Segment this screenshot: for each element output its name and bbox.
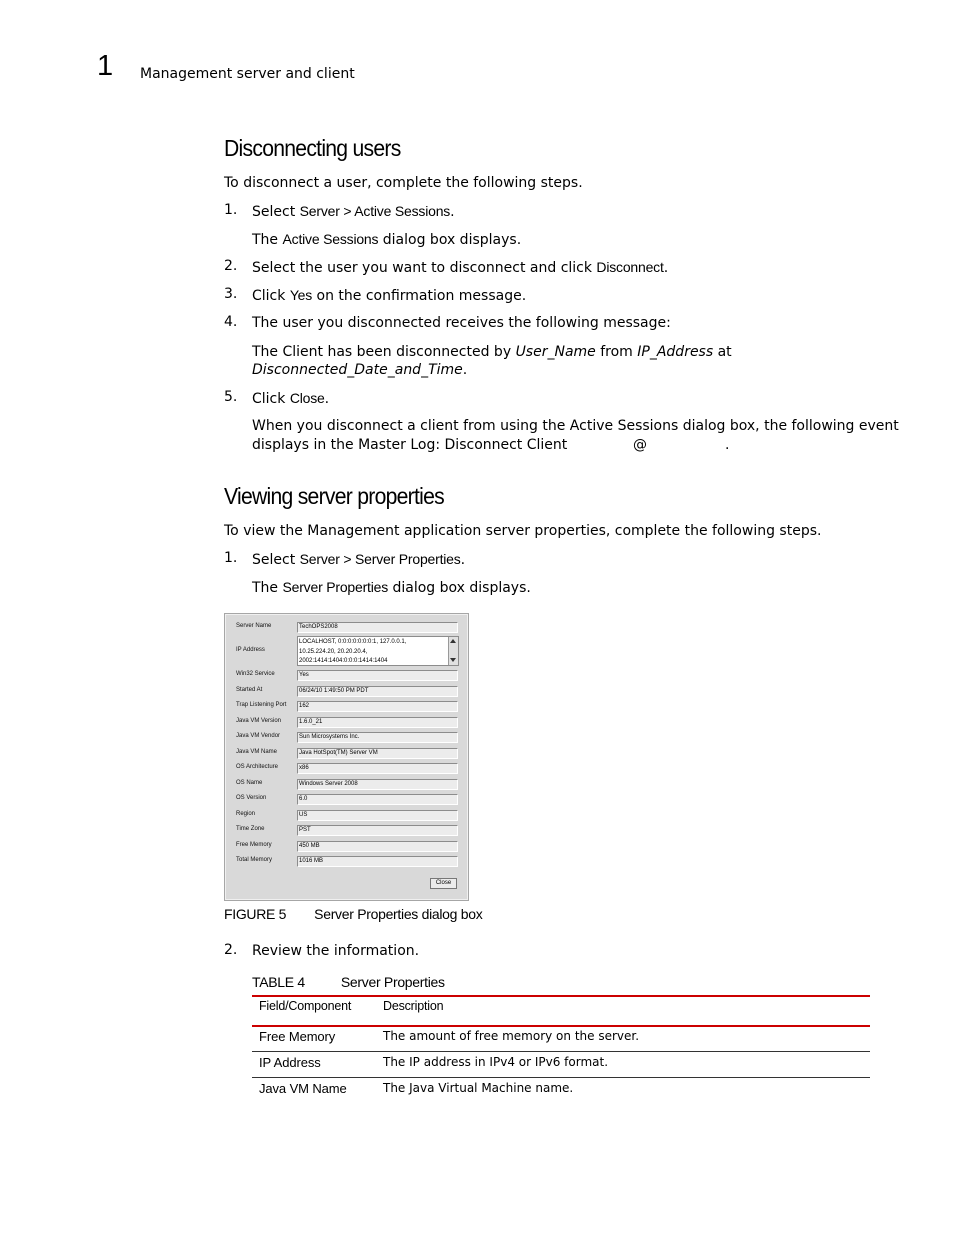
dialog-row [225,732,468,744]
table-cell-description: The amount of free memory on the server. [383,1029,640,1043]
field-value: 1.6.0_21 [297,717,458,728]
table-header-description: Description [383,999,444,1013]
dialog-row [225,810,468,822]
menu-path: Server > Active Sessions [299,203,451,219]
ip-scrollbar[interactable] [448,637,458,665]
table-cell-field: Java VM Name [259,1081,347,1096]
table-header-field: Field/Component [259,999,352,1013]
dialog-row [225,856,468,868]
note-line1: When you disconnect a client from using the Active Sessions dialog box, the following event [252,418,899,434]
section-heading-disconnecting-users: Disconnecting users [224,135,401,161]
dialog-row [225,748,468,760]
field-label: OS Version [236,795,267,801]
scroll-down-arrow-icon[interactable] [450,658,456,662]
table-header-rule [252,1025,870,1027]
server-properties-dialog [224,613,469,901]
s2-step2-text: Review the information. [252,943,420,959]
chapter-title: Management server and client [140,66,355,82]
field-label: IP Address [236,647,265,653]
ip-address-list[interactable] [297,636,459,666]
step5-text: Click Close. [252,390,330,407]
field-value: 450 MB [297,841,458,852]
field-value: 6.0 [297,794,458,805]
scroll-up-arrow-icon[interactable] [450,639,456,643]
dialog-row-server-name [225,622,468,634]
field-label: Java VM Vendor [236,733,281,739]
field-label: Total Memory [236,857,273,863]
table-cell-description: The IP address in IPv4 or IPv6 format. [383,1055,609,1069]
step3-text: Click Yes on the confirmation message. [252,287,527,304]
field-label: Time Zone [236,826,265,832]
table-row-rule [252,1077,870,1078]
dialog-row [225,794,468,806]
field-label: OS Architecture [236,764,279,770]
step1-text: Select Server > Active Sessions. [252,203,455,220]
s2-step1-result: The Server Properties dialog box displays. [252,579,531,596]
field-label: Free Memory [236,841,272,848]
step-number: 1. [224,550,238,566]
close-button[interactable]: Close [430,878,457,889]
field-value: 1016 MB [297,856,458,867]
table-cell-description: The Java Virtual Machine name. [383,1081,574,1095]
dialog-row [225,670,468,682]
section1-intro: To disconnect a user, complete the following steps. [224,175,583,191]
field-label: Region [236,810,256,817]
field-label: Started At [236,686,263,693]
dialog-row [225,825,468,837]
field-value: PST [297,825,458,836]
field-value: Java HotSpot(TM) Server VM [297,748,458,759]
field-value: Sun Microsystems Inc. [297,732,458,743]
table-row-rule [252,1051,870,1052]
disconnect-message-line2: Disconnected_Date_and_Time. [252,362,468,378]
field-label: Java VM Name [236,748,278,755]
note-at-sign: @ [633,437,647,453]
step-number: 2. [224,942,238,958]
field-value: TechOPS2008 [297,622,458,633]
dialog-row [225,763,468,775]
step1-result: The Active Sessions dialog box displays. [252,231,522,248]
step-number: 5. [224,389,238,405]
dialog-row [225,779,468,791]
note-period: . [725,437,730,453]
field-value: 06/24/10 1:49:50 PM PDT [297,686,458,697]
table-cell-field: IP Address [259,1055,321,1070]
step-number: 2. [224,258,238,274]
field-value: 162 [297,701,458,712]
field-label: Trap Listening Port [236,702,287,708]
ip-address-text: LOCALHOST, 0:0:0:0:0:0:0:1, 127.0.0.1, 10.25.224.20, 20.20.20.4, 2002:1414:1404:0:0:0:1414:1404 [299,639,407,664]
step-number: 3. [224,286,238,302]
table-cell-field: Free Memory [259,1029,336,1044]
figure-caption: FIGURE 5 Server Properties dialog box [224,906,483,922]
field-value: Windows Server 2008 [297,779,458,790]
field-value: US [297,810,458,821]
step-number: 4. [224,314,238,330]
table-top-rule [252,995,870,997]
field-label: Server Name [236,623,272,629]
note-line2: displays in the Master Log: Disconnect Client [252,437,568,453]
table-caption: TABLE 4 Server Properties [252,974,445,990]
dialog-row [225,717,468,729]
field-label: Java VM Version [236,717,282,724]
field-value: Yes [297,670,458,681]
field-value: x86 [297,763,458,774]
step4-text: The user you disconnected receives the following message: [252,315,671,331]
disconnect-message: The Client has been disconnected by User_Name from IP_Address at [252,344,732,360]
field-label: Win32 Service [236,671,275,677]
field-label: OS Name [236,779,263,786]
dialog-row [225,686,468,698]
chapter-number: 1 [97,50,114,82]
section2-intro: To view the Management application server properties, complete the following steps. [224,523,822,539]
s2-step1-text: Select Server > Server Properties. [252,551,466,568]
dialog-row [225,701,468,713]
step-number: 1. [224,202,238,218]
section-heading-viewing-server-properties: Viewing server properties [224,483,444,509]
dialog-row [225,841,468,853]
step2-text: Select the user you want to disconnect and click Disconnect. [252,259,669,276]
